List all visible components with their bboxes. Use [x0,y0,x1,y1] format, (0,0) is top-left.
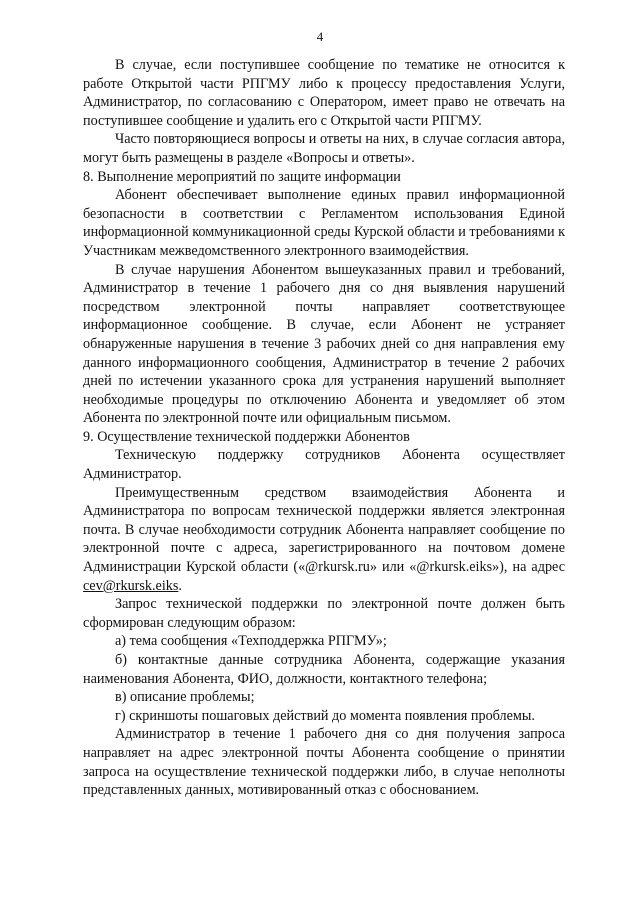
paragraph-faq: Часто повторяющиеся вопросы и ответы на них, в случае согласия автора, могут быть размещены в разделе «Вопросы и ответы». [83,131,565,166]
paragraph-9-3: Запрос технической поддержки по электронной почте должен быть сформирован следующим образом: [83,596,565,631]
section-8-heading: 8. Выполнение мероприятий по защите информации [83,168,401,185]
section-9-heading: 9. Осуществление технической поддержки Абонентов [83,428,410,445]
paragraph-9-2 [83,484,565,596]
page-number: 4 [316,29,324,44]
paragraph-offtopic: В случае, если поступившее сообщение по тематике не относится к работе Открытой части РПГМУ либо к процессу предоставления Услуги, Администратор, по согласованию с Оператором, имеет право не отвечать на поступившее сообщение и удалить его с Открытой части РПГМУ. [83,57,565,129]
list-item-d: г) скриншоты пошаговых действий до момента появления проблемы. [115,707,535,724]
list-item-c: в) описание проблемы; [115,689,255,706]
document-body [83,56,565,800]
list-item-b: б) контактные данные сотрудника Абонента, содержащие указания наименования Абонента, ФИО, должности, контактного телефона; [83,652,565,687]
list-item-a: а) тема сообщения «Техподдержка РПГМУ»; [115,633,387,650]
paragraph-9-4: Администратор в течение 1 рабочего дня со дня получения запроса направляет на адрес электронной почты Абонента сообщение о принятии запроса на осуществление технической поддержки либо, в случае неполноты представленных данных, мотивированный отказ с обоснованием. [83,726,565,799]
paragraph-9-2-text: Преимущественным средством взаимодействия Абонента и Администратора по вопросам технической поддержки является электронная почта. В случае необходимости сотрудник Абонента направляет сообщение по электронной почте с адреса, зарегистрированного на почтовом домене Администрации Курской области («@rkursk.ru» или «@rkursk.eiks»), на адрес [83,484,565,576]
paragraph-8-2: В случае нарушения Абонентом вышеуказанных правил и требований, Администратор в течение 1 рабочего дня со дня выявления нарушений посредством электронной почты направляет соответствующее информационное сообщение. В случае, если Абонент не устраняет обнаруженные нарушения в течение 3 рабочих дней со дня направления ему данного информационного сообщения, Администратор в течение 2 рабочих дней по истечении указанного срока для устранения нарушений выполняет необходимые процедуры по отключению Абонента и уведомляет об этом Абонента по электронной почте или официальным письмом. [83,261,565,427]
support-email-link[interactable]: cev@rkursk.eiks [83,577,179,594]
paragraph-8-1: Абонент обеспечивает выполнение единых правил информационной безопасности в соответствии с Регламентом использования Единой информационной коммуникационной среды Курской области и требованиями к Участникам межведомственного электронного взаимодействия. [83,187,565,259]
paragraph-9-2-end: . [178,577,182,594]
paragraph-9-1: Техническую поддержку сотрудников Абонента осуществляет Администратор. [83,447,565,483]
